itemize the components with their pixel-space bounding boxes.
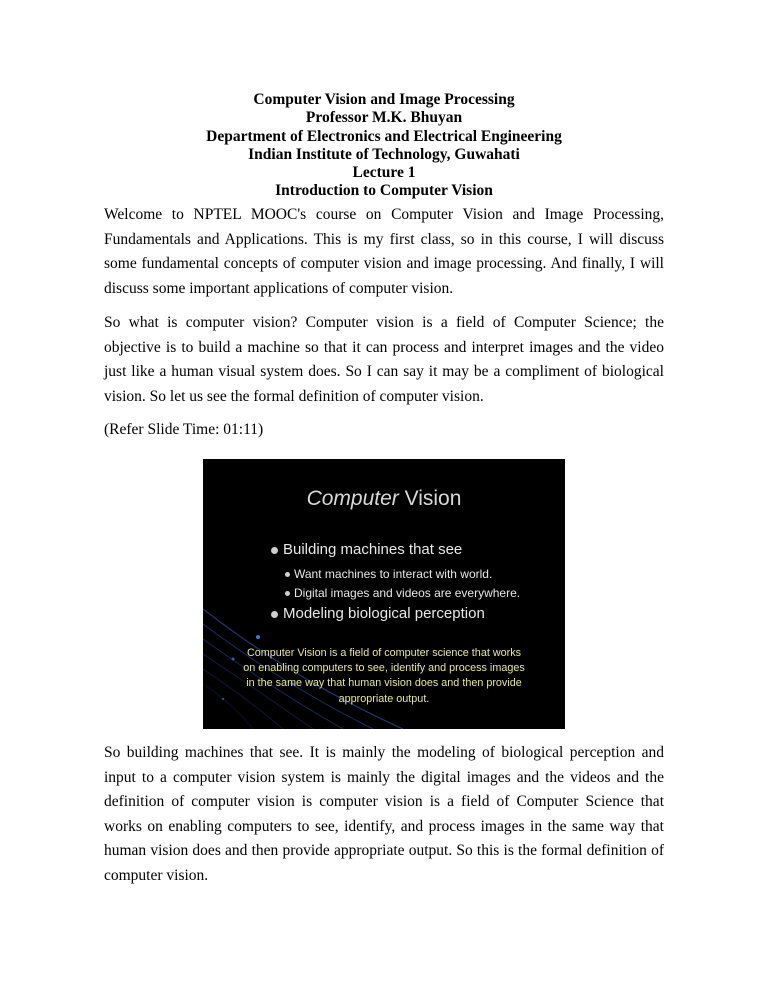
professor-name: Professor M.K. Bhuyan [305,109,463,127]
definition-line: in the same way that human vision does and then provide [246,677,522,690]
definition-line: on enabling computers to see, identify and process images [243,662,525,675]
slide-subbullet-digital: Digital images and videos are everywhere. [285,586,520,600]
slide-title-rest: Vision [398,487,462,510]
slide-bullet-modeling: Modeling biological perception [271,605,485,622]
lecture-number: Lecture 1 [352,164,416,182]
slide-definition [243,646,525,707]
definition-line: Computer Vision is a field of computer science that works [246,647,522,659]
paragraph-what-is-cv: So what is computer vision? Computer vision is a field of Computer Science; the objective is to build a machine so that it can process and interpret images and the video just like a human visual system does. So I can say it may be a compliment of biological vision. So let us see the formal definition of computer vision. [104,314,664,405]
bullet-dot-icon [271,547,278,554]
course-title: Computer Vision and Image Processing [253,91,515,108]
paragraph-building-machines: So building machines that see. It is mainly the modeling of biological perception and input to a computer vision system is mainly the digital images and the videos and the definition of computer vision is computer vision is a field of Computer Science that works on enabling computers to see, identify, and process images in the same way that human vision does and then provide appropriate output. So this is the formal definition of computer vision. [104,744,664,884]
lecture-title: Introduction to Computer Vision [275,182,493,200]
slide-title-italic: Computer [306,487,399,510]
slide-title [203,487,565,511]
bullet-dot-icon [271,611,278,618]
institute-name: Indian Institute of Technology, Guwahati [248,145,520,163]
bullet-dot-icon [285,572,290,577]
bullet-dot-icon [285,591,290,596]
slide-time-reference: (Refer Slide Time: 01:11) [104,421,264,438]
slide-subbullet-interact: Want machines to interact with world. [285,567,492,581]
lecture-slide-image [203,459,565,729]
document-header [0,91,768,201]
department-name: Department of Electronics and Electrical Engineering [206,127,562,145]
paragraph-welcome: Welcome to NPTEL MOOC's course on Computer Vision and Image Processing, Fundamentals and Applications. This is my first class, so in this course, I will discuss some fundamental concepts of computer vision and image processing. And finally, I will discuss some important applications of computer vision. [104,206,664,297]
definition-line: appropriate output. [338,692,430,705]
slide-bullet-building: Building machines that see [271,541,462,558]
